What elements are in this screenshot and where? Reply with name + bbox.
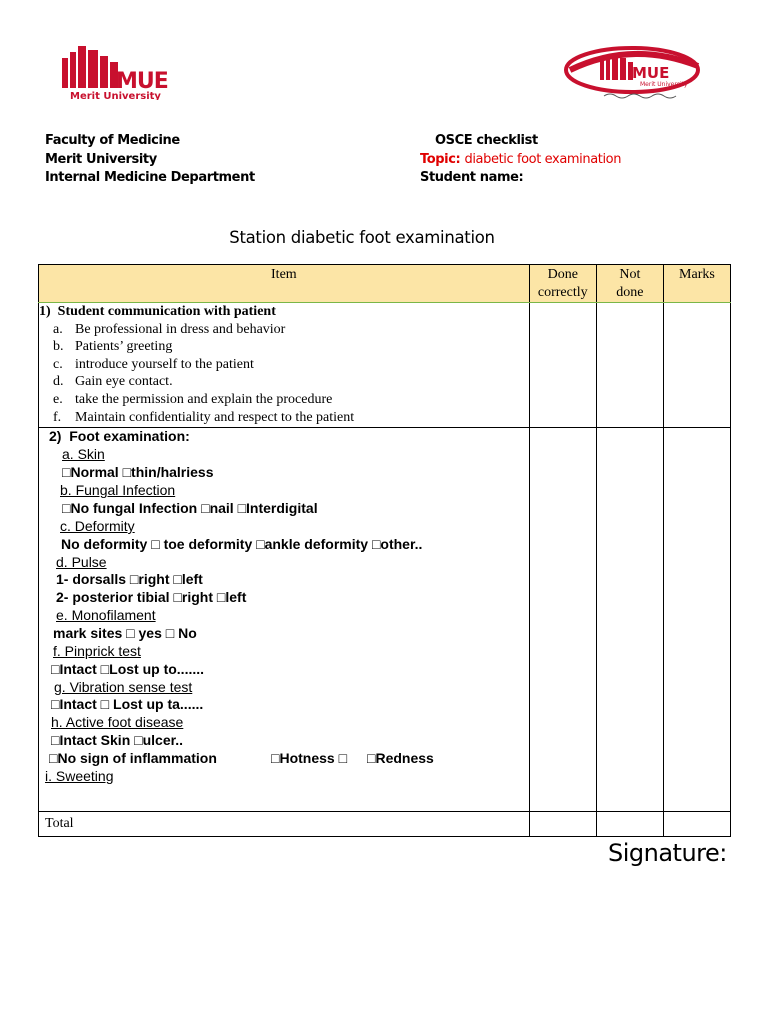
section1-row (39, 303, 731, 428)
student-name-label: Student name: (420, 170, 524, 185)
skin-options[interactable]: □Normal □thin/halriess (62, 464, 214, 480)
svg-text:Merit University: Merit University (70, 91, 161, 100)
merit-university-logo-left (62, 44, 186, 100)
faculty-name: Faculty of Medicine (45, 133, 180, 148)
pinprick-options[interactable]: □Intact □Lost up to....... (51, 661, 205, 677)
section1-item-cell (39, 303, 530, 428)
active-foot-options[interactable]: □Intact Skin □ulcer.. (51, 732, 184, 748)
topic-line (420, 151, 621, 170)
fungal-options[interactable]: □No fungal Infection □nail □Interdigital (62, 500, 318, 516)
fungal-heading: b. Fungal Infection (60, 482, 176, 498)
checklist-header (420, 132, 621, 188)
list-item: e. take the permission and explain the procedure (53, 391, 333, 407)
topic-value: diabetic foot examination (464, 151, 622, 167)
deformity-options[interactable]: No deformity □ toe deformity □ankle deformity □other.. (61, 536, 423, 552)
list-item: c. introduce yourself to the patient (53, 356, 254, 372)
vibration-options[interactable]: □Intact □ Lost up ta...... (51, 696, 204, 712)
department-name: Internal Medicine Department (45, 170, 255, 185)
section1-done-cell[interactable] (529, 303, 596, 428)
vibration-heading: g. Vibration sense test (54, 679, 193, 695)
total-marks-cell[interactable] (663, 812, 730, 837)
signature-label: Signature: (608, 839, 727, 867)
merit-university-logo-right (564, 46, 704, 104)
svg-text:MUE: MUE (116, 69, 168, 94)
section2-not-done-cell[interactable] (596, 428, 663, 812)
section2-marks-cell[interactable] (663, 428, 730, 812)
section2-item-cell (39, 428, 530, 812)
skin-heading: a. Skin (62, 446, 105, 462)
topic-label: Topic: (420, 151, 461, 167)
pinprick-heading: f. Pinprick test (53, 643, 141, 659)
total-not-done-cell[interactable] (596, 812, 663, 837)
header-done-correctly: Done correctly (529, 265, 596, 303)
list-item: a. Be professional in dress and behavior (53, 321, 286, 337)
section2-title: 2) Foot examination: (49, 428, 190, 444)
hotness-option[interactable]: □Hotness □ (271, 750, 348, 766)
inflammation-option[interactable]: □No sign of inflammation (49, 750, 217, 766)
section2-done-cell[interactable] (529, 428, 596, 812)
station-title: Station diabetic foot examination (229, 228, 495, 247)
checklist-title: OSCE checklist (435, 133, 538, 148)
pulse-posterior-tibial[interactable]: 2- posterior tibial □right □left (56, 589, 247, 605)
active-foot-heading: h. Active foot disease (51, 714, 184, 730)
pulse-dorsalis[interactable]: 1- dorsalls □right □left (56, 571, 203, 587)
list-item: f. Maintain confidentiality and respect to the patient (53, 409, 355, 425)
monofilament-heading: e. Monofilament (56, 607, 156, 623)
header-not-done: Not done (596, 265, 663, 303)
total-label: Total (39, 812, 530, 837)
faculty-header (45, 132, 255, 188)
svg-text:MUE: MUE (632, 64, 670, 82)
deformity-heading: c. Deformity (60, 518, 135, 534)
university-name: Merit University (45, 151, 157, 167)
svg-text:Merit University: Merit University (640, 81, 688, 88)
total-done-cell[interactable] (529, 812, 596, 837)
sweeting-heading: i. Sweeting (45, 768, 114, 784)
list-item: d. Gain eye contact. (53, 374, 173, 390)
section1-title: 1) Student communication with patient (39, 304, 276, 319)
osce-checklist-table (38, 264, 731, 837)
header-marks: Marks (663, 265, 730, 303)
redness-option[interactable]: □Redness (367, 750, 434, 766)
section2-row (39, 428, 731, 812)
header-item: Item (39, 265, 530, 303)
list-item: b. Patients’ greeting (53, 339, 173, 355)
table-header-row (39, 265, 731, 303)
total-row (39, 812, 731, 837)
section1-not-done-cell[interactable] (596, 303, 663, 428)
section1-marks-cell[interactable] (663, 303, 730, 428)
monofilament-options[interactable]: mark sites □ yes □ No (53, 625, 197, 641)
pulse-heading: d. Pulse (56, 554, 107, 570)
